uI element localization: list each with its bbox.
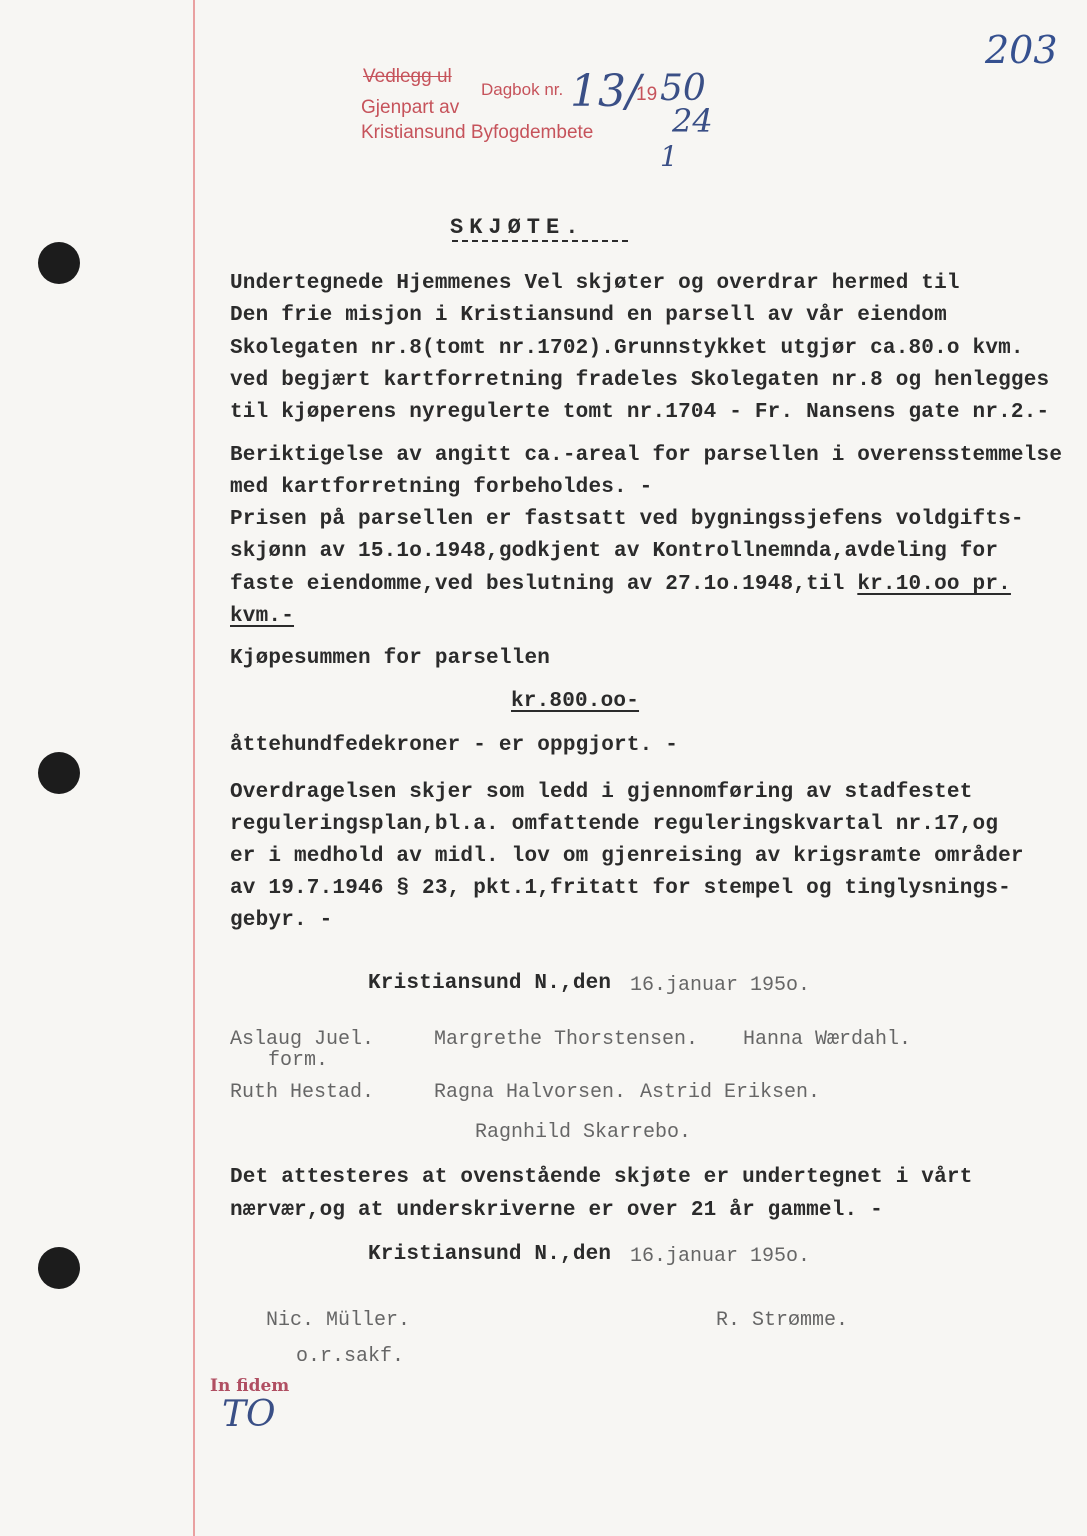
body-line: av 19.7.1946 § 23, pkt.1,fritatt for stempel og tinglysnings- [230, 877, 1011, 900]
signatory: Margrethe Thorstensen. [434, 1028, 699, 1051]
document-title: SKJØTE. [450, 215, 585, 240]
signatory: Astrid Eriksen. [640, 1081, 821, 1104]
stamp-gjenpart: Gjenpart av [361, 97, 460, 118]
title-underline [452, 240, 628, 242]
body-line: Prisen på parsellen er fastsatt ved bygningssjefens voldgifts- [230, 508, 1024, 531]
attest-line: nærvær,og at underskriverne er over 21 år gammel. - [230, 1199, 883, 1222]
body-line: Overdragelsen skjer som ledd i gjennomføring av stadfestet [230, 781, 973, 804]
body-line: ved begjært kartforretning fradeles Skolegaten nr.8 og henlegges [230, 369, 1050, 392]
signatory: Hanna Wærdahl. [743, 1028, 912, 1051]
body-line: skjønn av 15.1o.1948,godkjent av Kontrollnemnda,avdeling for [230, 540, 999, 563]
in-fidem-stamp: In fidem [210, 1376, 290, 1396]
body-line-text: faste eiendomme,ved beslutning av 27.1o.1948,til [230, 573, 858, 596]
signatory: Aslaug Juel. [230, 1028, 375, 1051]
punch-hole-bottom [38, 1247, 80, 1289]
margin-rule [193, 0, 195, 1536]
witness: Nic. Müller. [266, 1309, 411, 1332]
page-number: 203 [985, 28, 1058, 72]
body-line: Den frie misjon i Kristiansund en parsell av vår eiendom [230, 304, 947, 327]
body-line: kvm.- [230, 605, 295, 628]
stamp-year-handwritten: 50 [660, 68, 706, 109]
stamp-year-prefix: 19 [636, 84, 658, 105]
signatory: Ragnhild Skarrebo. [475, 1121, 692, 1144]
attest-line: Det attesteres at ovenstående skjøte er undertegnet i vårt [230, 1166, 973, 1189]
body-line: Skolegaten nr.8(tomt nr.1702).Grunnstykket utgjør ca.80.o kvm. [230, 337, 1024, 360]
date-value: 16.januar 195o. [630, 974, 811, 997]
body-line [230, 573, 1011, 596]
body-line: Undertegnede Hjemmenes Vel skjøter og overdrar hermed til [230, 272, 960, 295]
body-line: Beriktigelse av angitt ca.-areal for parsellen i overensstemmelse [230, 444, 1063, 467]
stamp-number-handwritten: 13/ [570, 66, 641, 117]
signatory: Ragna Halvorsen. [434, 1081, 627, 1104]
purchase-amount: kr.800.oo- [511, 690, 640, 713]
body-line: er i medhold av midl. lov om gjenreising av krigsramte områder [230, 845, 1024, 868]
date-value: 16.januar 195o. [630, 1245, 811, 1268]
body-line: til kjøperens nyregulerte tomt nr.1704 - Fr. Nansens gate nr.2.- [230, 401, 1050, 424]
punch-hole-middle [38, 752, 80, 794]
stamp-vedlegg: Vedlegg ul [363, 66, 452, 87]
body-line: åttehundfedekroner - er oppgjort. - [230, 734, 679, 757]
stamp-date-month: 1 [660, 140, 678, 173]
stamp-date-day: 24 [672, 102, 713, 140]
punch-hole-top [38, 242, 80, 284]
stamp-dagbok-label: Dagbok nr. [481, 80, 564, 99]
witness-title: o.r.sakf. [296, 1345, 405, 1368]
stamp-office: Kristiansund Byfogdembete [361, 122, 594, 143]
date-place: Kristiansund N.,den [368, 1243, 612, 1266]
witness: R. Strømme. [716, 1309, 849, 1332]
body-line: Kjøpesummen for parsellen [230, 647, 551, 670]
body-line: gebyr. - [230, 909, 333, 932]
body-line: reguleringsplan,bl.a. omfattende reguleringskvartal nr.17,og [230, 813, 999, 836]
in-fidem-initials: TO [222, 1394, 276, 1435]
date-place: Kristiansund N.,den [368, 972, 612, 995]
signatory-role: form. [268, 1049, 329, 1072]
price-per-kvm: kr.10.oo pr. [857, 573, 1011, 596]
signatory: Ruth Hestad. [230, 1081, 375, 1104]
body-line: med kartforretning forbeholdes. - [230, 476, 653, 499]
